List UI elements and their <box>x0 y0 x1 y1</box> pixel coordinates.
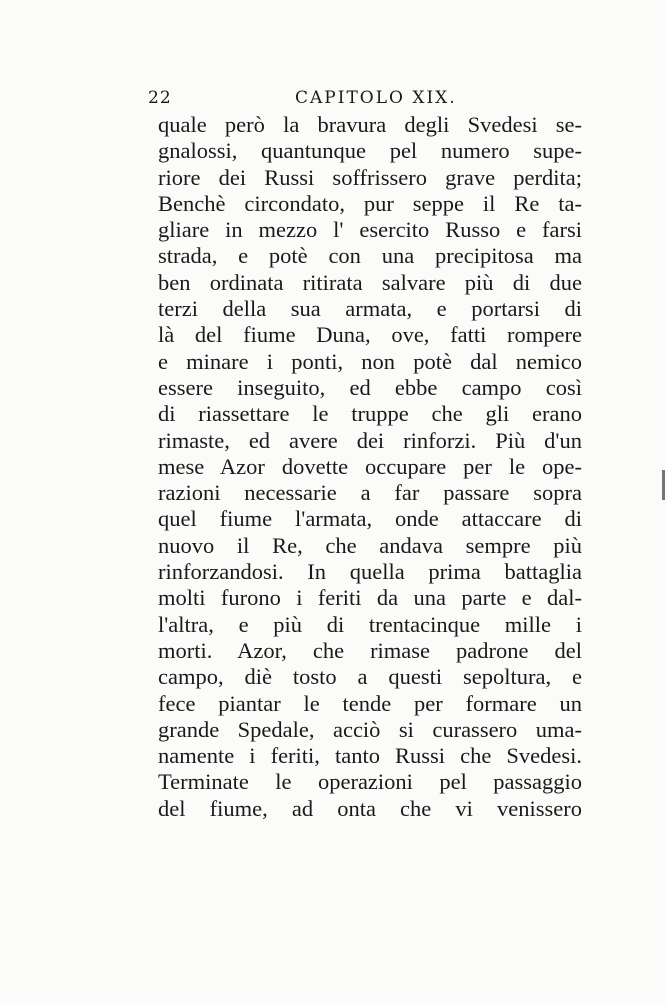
text-line: grande Spedale, acciò si curassero uma- <box>158 716 582 742</box>
text-line: morti. Azor, che rimase padrone del <box>158 637 582 663</box>
text-line: riore dei Russi soffrissero grave perdita; <box>158 164 582 190</box>
text-line: rimaste, ed avere dei rinforzi. Più d'un <box>158 427 582 453</box>
text-line: razioni necessarie a far passare sopra <box>158 480 582 506</box>
running-head: CAPITOLO XIX. <box>295 88 457 108</box>
text-line: Terminate le operazioni pel passaggio <box>158 769 582 795</box>
text-line: namente i feriti, tanto Russi che Svedesi. <box>158 743 582 769</box>
text-line: l'altra, e più di trentacinque mille i <box>158 611 582 637</box>
text-line: molti furono i feriti da una parte e dal- <box>158 585 582 611</box>
text-line: terzi della sua armata, e portarsi di <box>158 296 582 322</box>
text-line: là del fiume Duna, ove, fatti rompere <box>158 322 582 348</box>
text-line: di riassettare le truppe che gli erano <box>158 401 582 427</box>
text-line: fece piantar le tende per formare un <box>158 690 582 716</box>
text-line: e minare i ponti, non potè dal nemico <box>158 348 582 374</box>
body-text <box>158 112 582 822</box>
text-line: del fiume, ad onta che vi venissero <box>158 795 582 821</box>
text-line: campo, diè tosto a questi sepoltura, e <box>158 664 582 690</box>
page-number: 22 <box>148 88 172 108</box>
page-header <box>148 88 568 112</box>
text-line: gnalossi, quantunque pel numero supe- <box>158 138 582 164</box>
text-line: Benchè circondato, pur seppe il Re ta- <box>158 190 582 216</box>
text-line: ben ordinata ritirata salvare più di due <box>158 269 582 295</box>
text-line: essere inseguito, ed ebbe campo così <box>158 374 582 400</box>
text-line: mese Azor dovette occupare per le ope- <box>158 453 582 479</box>
text-line: quel fiume l'armata, onde attaccare di <box>158 506 582 532</box>
text-line: gliare in mezzo l' esercito Russo e farsi <box>158 217 582 243</box>
text-line: rinforzandosi. In quella prima battaglia <box>158 559 582 585</box>
text-line: quale però la bravura degli Svedesi se- <box>158 112 582 137</box>
text-line: nuovo il Re, che andava sempre più <box>158 532 582 558</box>
page-edge-mark <box>662 470 665 500</box>
text-line: strada, e potè con una precipitosa ma <box>158 243 582 269</box>
